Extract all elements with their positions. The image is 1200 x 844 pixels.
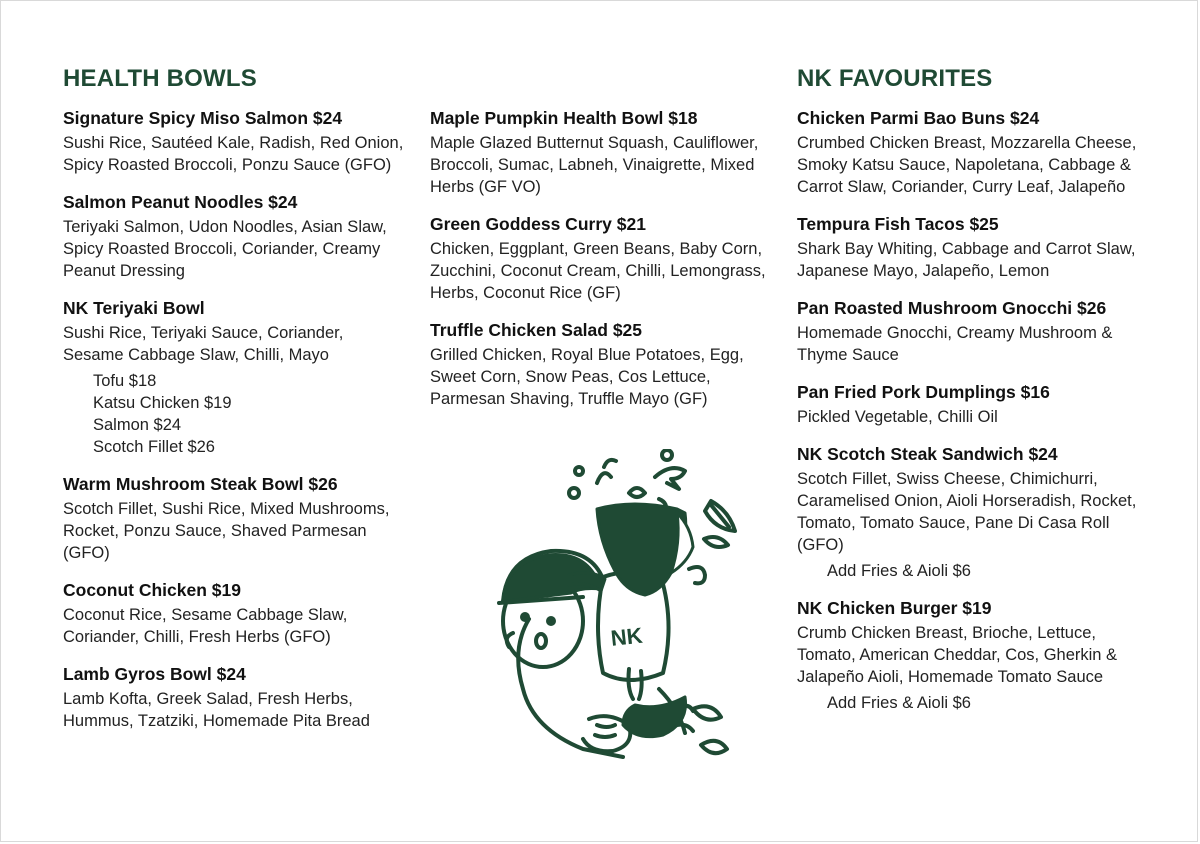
menu-item [797, 212, 1157, 282]
menu-item-description: Sushi Rice, Sautéed Kale, Radish, Red Onion, Spicy Roasted Broccoli, Ponzu Sauce (GFO) [63, 134, 404, 174]
menu-item [797, 380, 1157, 428]
menu-item-description: Shark Bay Whiting, Cabbage and Carrot Slaw, Japanese Mayo, Jalapeño, Lemon [797, 240, 1136, 280]
menu-item-name: Maple Pumpkin Health Bowl $18 [430, 108, 698, 128]
health-bowls-list [63, 106, 408, 746]
menu-item-name: Signature Spicy Miso Salmon $24 [63, 108, 343, 128]
menu-item [63, 106, 408, 176]
menu-item-description: Coconut Rice, Sesame Cabbage Slaw, Coriander, Chilli, Fresh Herbs (GFO) [63, 606, 348, 646]
menu-item-addon: Add Fries & Aioli $6 [827, 562, 971, 580]
menu-item [430, 106, 775, 198]
menu-item-description: Grilled Chicken, Royal Blue Potatoes, Egg, Sweet Corn, Snow Peas, Cos Lettuce, Parmesan Shaving, Truffle Mayo (GF) [430, 346, 744, 408]
menu-item-description: Sushi Rice, Teriyaki Sauce, Coriander, Sesame Cabbage Slaw, Chilli, Mayo [63, 324, 344, 364]
menu-item [797, 596, 1157, 714]
menu-item-name: NK Scotch Steak Sandwich $24 [797, 444, 1058, 464]
menu-item [797, 106, 1157, 198]
menu-item-description: Maple Glazed Butternut Squash, Cauliflower, Broccoli, Sumac, Labneh, Vinaigrette, Mixed Herbs (GF VO) [430, 134, 759, 196]
menu-item [63, 662, 408, 732]
menu-item-description: Crumbed Chicken Breast, Mozzarella Cheese, Smoky Katsu Sauce, Napoletana, Cabbage & Carrot Slaw, Coriander, Curry Leaf, Jalapeño [797, 134, 1137, 196]
menu-item-option: Tofu $18 [93, 372, 157, 390]
menu-item [63, 578, 408, 648]
menu-item-description: Crumb Chicken Breast, Brioche, Lettuce, Tomato, American Cheddar, Cos, Gherkin & Jalapeño Aioli, Homemade Tomato Sauce [797, 624, 1118, 686]
menu-item-description: Scotch Fillet, Sushi Rice, Mixed Mushrooms, Rocket, Ponzu Sauce, Shaved Parmesan (GFO) [63, 500, 390, 562]
menu-item-name: Truffle Chicken Salad $25 [430, 320, 643, 340]
menu-item [63, 190, 408, 282]
menu-item-addon: Add Fries & Aioli $6 [827, 694, 971, 712]
menu-item-option: Katsu Chicken $19 [93, 394, 232, 412]
menu-item-name: NK Teriyaki Bowl [63, 298, 205, 318]
menu-item [430, 318, 775, 410]
menu-item-name: Green Goddess Curry $21 [430, 214, 646, 234]
menu-item-option: Scotch Fillet $26 [93, 438, 215, 456]
menu-item-description: Homemade Gnocchi, Creamy Mushroom & Thyme Sauce [797, 324, 1113, 364]
menu-item [63, 472, 408, 564]
chef-mascot-illustration [479, 449, 769, 779]
menu-item [63, 296, 408, 458]
menu-item-name: Coconut Chicken $19 [63, 580, 241, 600]
menu-item-name: Tempura Fish Tacos $25 [797, 214, 999, 234]
menu-item [430, 212, 775, 304]
menu-item-description: Chicken, Eggplant, Green Beans, Baby Corn, Zucchini, Coconut Cream, Chilli, Lemongrass, Herbs, Coconut Rice (GF) [430, 240, 766, 302]
health-bowls-list-2 [430, 106, 775, 424]
health-bowls-title: HEALTH BOWLS [63, 65, 257, 92]
menu-item-description: Scotch Fillet, Swiss Cheese, Chimichurri, Caramelised Onion, Aioli Horseradish, Rocket, Tomato, Tomato Sauce, Pane Di Casa Roll (GFO) [797, 470, 1137, 554]
menu-item [797, 296, 1157, 366]
nk-favourites-list [797, 106, 1157, 728]
menu-item-name: Salmon Peanut Noodles $24 [63, 192, 298, 212]
menu-item-name: Pan Fried Pork Dumplings $16 [797, 382, 1050, 402]
menu-item-name: Warm Mushroom Steak Bowl $26 [63, 474, 338, 494]
nk-favourites-title: NK FAVOURITES [797, 65, 993, 92]
menu-item-name: Chicken Parmi Bao Buns $24 [797, 108, 1040, 128]
menu-item-description: Teriyaki Salmon, Udon Noodles, Asian Slaw, Spicy Roasted Broccoli, Coriander, Creamy Peanut Dressing [63, 218, 387, 280]
menu-item-name: Pan Roasted Mushroom Gnocchi $26 [797, 298, 1107, 318]
menu-item-description: Pickled Vegetable, Chilli Oil [797, 408, 998, 426]
menu-item-option: Salmon $24 [93, 416, 182, 434]
menu-item-name: Lamb Gyros Bowl $24 [63, 664, 246, 684]
menu-item-options [93, 370, 408, 458]
menu-item-description: Lamb Kofta, Greek Salad, Fresh Herbs, Hummus, Tzatziki, Homemade Pita Bread [63, 690, 370, 730]
menu-item-name: NK Chicken Burger $19 [797, 598, 992, 618]
menu-item [797, 442, 1157, 582]
bag-logo-text: NK [609, 622, 644, 651]
